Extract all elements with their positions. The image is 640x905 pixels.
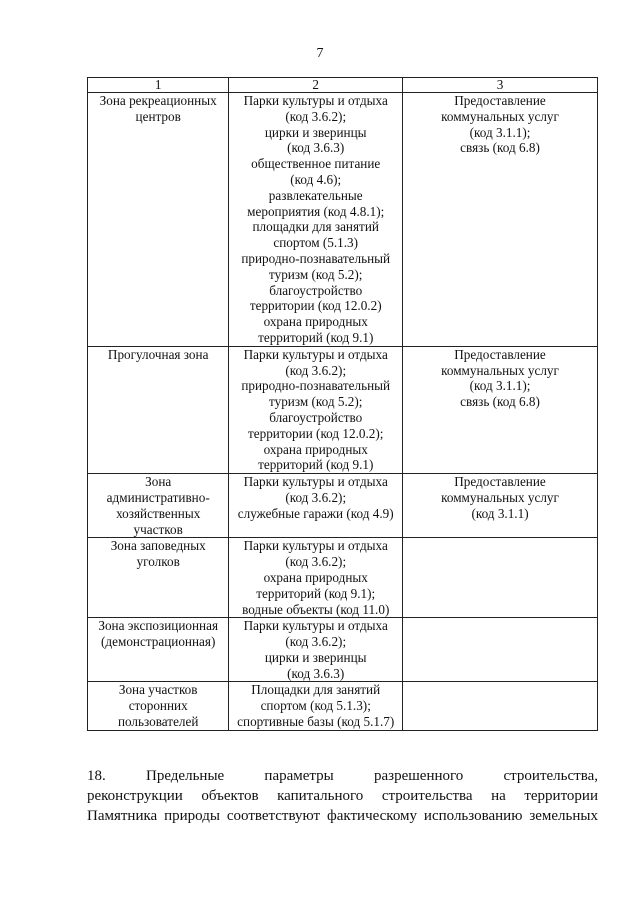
header-col-3: 3: [403, 78, 598, 93]
paragraph-line: реконструкции объектов капитального строительства на территории: [87, 788, 598, 804]
cell-line: развлекательные: [268, 187, 363, 203]
table-row: [88, 474, 598, 538]
auxiliary-uses-cell: [403, 618, 598, 682]
permitted-uses-cell: [229, 346, 403, 473]
cell-line: коммунальных услуг: [441, 108, 559, 124]
paragraph-line: 18. Предельные параметры разрешенного строительства,: [87, 768, 598, 784]
cell-line: территорий (код 9.1): [258, 457, 374, 473]
cell-line: сторонних: [128, 698, 188, 714]
cell-line: (код 3.6.3): [287, 140, 345, 156]
auxiliary-uses-cell: [403, 474, 598, 538]
cell-line: охрана природных: [263, 441, 368, 457]
cell-line: охрана природных: [263, 314, 368, 330]
cell-line: территорий (код 9.1): [258, 329, 374, 345]
cell-line: благоустройство: [269, 409, 363, 425]
cell-line: благоустройство: [269, 282, 363, 298]
zone-cell: [88, 474, 229, 538]
cell-line: природно-познавательный: [241, 250, 391, 266]
zone-cell: [88, 618, 229, 682]
cell-line: (код 3.6.2);: [285, 634, 347, 650]
cell-line: Зона: [145, 474, 172, 490]
permitted-uses-cell: [229, 682, 403, 730]
zone-cell: [88, 538, 229, 618]
cell-line: мероприятия (код 4.8.1);: [247, 203, 385, 219]
cell-line: туризм (код 5.2);: [269, 394, 363, 410]
paragraph-line: Памятника природы соответствуют фактическому использованию земельных: [87, 808, 598, 824]
header-col-2: 2: [229, 78, 403, 93]
cell-line: спортом (код 5.1.3);: [260, 698, 371, 714]
cell-line: (код 3.6.3): [287, 665, 345, 681]
cell-line: водные объекты (код 11.0): [242, 601, 390, 617]
table-header-row: [88, 78, 598, 93]
auxiliary-uses-cell: [403, 682, 598, 730]
cell-line: уголков: [136, 554, 180, 570]
cell-line: (код 4.6);: [290, 171, 342, 187]
cell-line: (код 3.6.2);: [285, 362, 347, 378]
cell-line: служебные гаражи (код 4.9): [237, 505, 394, 521]
cell-line: общественное питание: [251, 156, 381, 172]
cell-line: спортивные базы (код 5.1.7): [237, 714, 395, 730]
cell-line: Предоставление: [454, 93, 546, 108]
cell-line: (демонстрационная): [101, 634, 216, 650]
cell-line: Предоставление: [454, 346, 546, 362]
permitted-uses-cell: [229, 538, 403, 618]
zone-cell: [88, 682, 229, 730]
cell-line: коммунальных услуг: [441, 362, 559, 378]
permitted-uses-cell: [229, 93, 403, 347]
cell-line: административно-: [106, 489, 210, 505]
cell-line: Парки культуры и отдыха: [243, 93, 388, 108]
cell-line: (код 3.6.2);: [285, 489, 347, 505]
cell-line: территорий (код 9.1);: [256, 585, 376, 601]
cell-line: Парки культуры и отдыха: [243, 346, 388, 362]
cell-line: (код 3.1.1);: [469, 124, 531, 140]
cell-line: туризм (код 5.2);: [269, 266, 363, 282]
cell-line: площадки для занятий: [252, 219, 379, 235]
permitted-uses-cell: [229, 474, 403, 538]
table-row: [88, 93, 598, 347]
cell-line: Парки культуры и отдыха: [243, 538, 388, 554]
cell-line: охрана природных: [263, 569, 368, 585]
cell-line: Зона участков: [118, 682, 198, 698]
auxiliary-uses-cell: [403, 93, 598, 347]
cell-line: (код 3.6.2);: [285, 108, 347, 124]
zone-cell: [88, 346, 229, 473]
cell-line: Зона заповедных: [110, 538, 206, 554]
cell-line: Площадки для занятий: [251, 682, 381, 698]
page-number: 7: [316, 46, 324, 61]
cell-line: связь (код 6.8): [460, 140, 540, 156]
cell-line: Парки культуры и отдыха: [243, 474, 388, 490]
cell-line: территории (код 12.0.2): [249, 298, 382, 314]
cell-line: центров: [135, 108, 181, 124]
cell-line: коммунальных услуг: [441, 489, 559, 505]
table-row: [88, 538, 598, 618]
auxiliary-uses-cell: [403, 346, 598, 473]
auxiliary-uses-cell: [403, 538, 598, 618]
cell-line: территории (код 12.0.2);: [248, 425, 384, 441]
zone-cell: [88, 93, 229, 347]
cell-line: Прогулочная зона: [107, 346, 209, 362]
paragraph-18: [87, 766, 598, 826]
table-row: [88, 618, 598, 682]
cell-line: цирки и зверинцы: [264, 124, 367, 140]
cell-line: участков: [133, 521, 183, 537]
cell-line: Предоставление: [454, 474, 546, 490]
table-row: [88, 682, 598, 730]
table-row: [88, 346, 598, 473]
cell-line: пользователей: [117, 714, 199, 730]
permitted-uses-cell: [229, 618, 403, 682]
header-col-1: 1: [88, 78, 229, 93]
zones-table: [87, 77, 598, 731]
cell-line: Зона рекреационных: [99, 93, 217, 108]
cell-line: природно-познавательный: [241, 378, 391, 394]
cell-line: цирки и зверинцы: [264, 649, 367, 665]
cell-line: хозяйственных: [116, 505, 201, 521]
cell-line: (код 3.1.1);: [469, 378, 531, 394]
cell-line: связь (код 6.8): [460, 394, 540, 410]
cell-line: (код 3.6.2);: [285, 554, 347, 570]
cell-line: Зона экспозиционная: [98, 618, 219, 634]
cell-line: (код 3.1.1): [471, 505, 529, 521]
cell-line: Парки культуры и отдыха: [243, 618, 388, 634]
cell-line: спортом (5.1.3): [273, 235, 359, 251]
